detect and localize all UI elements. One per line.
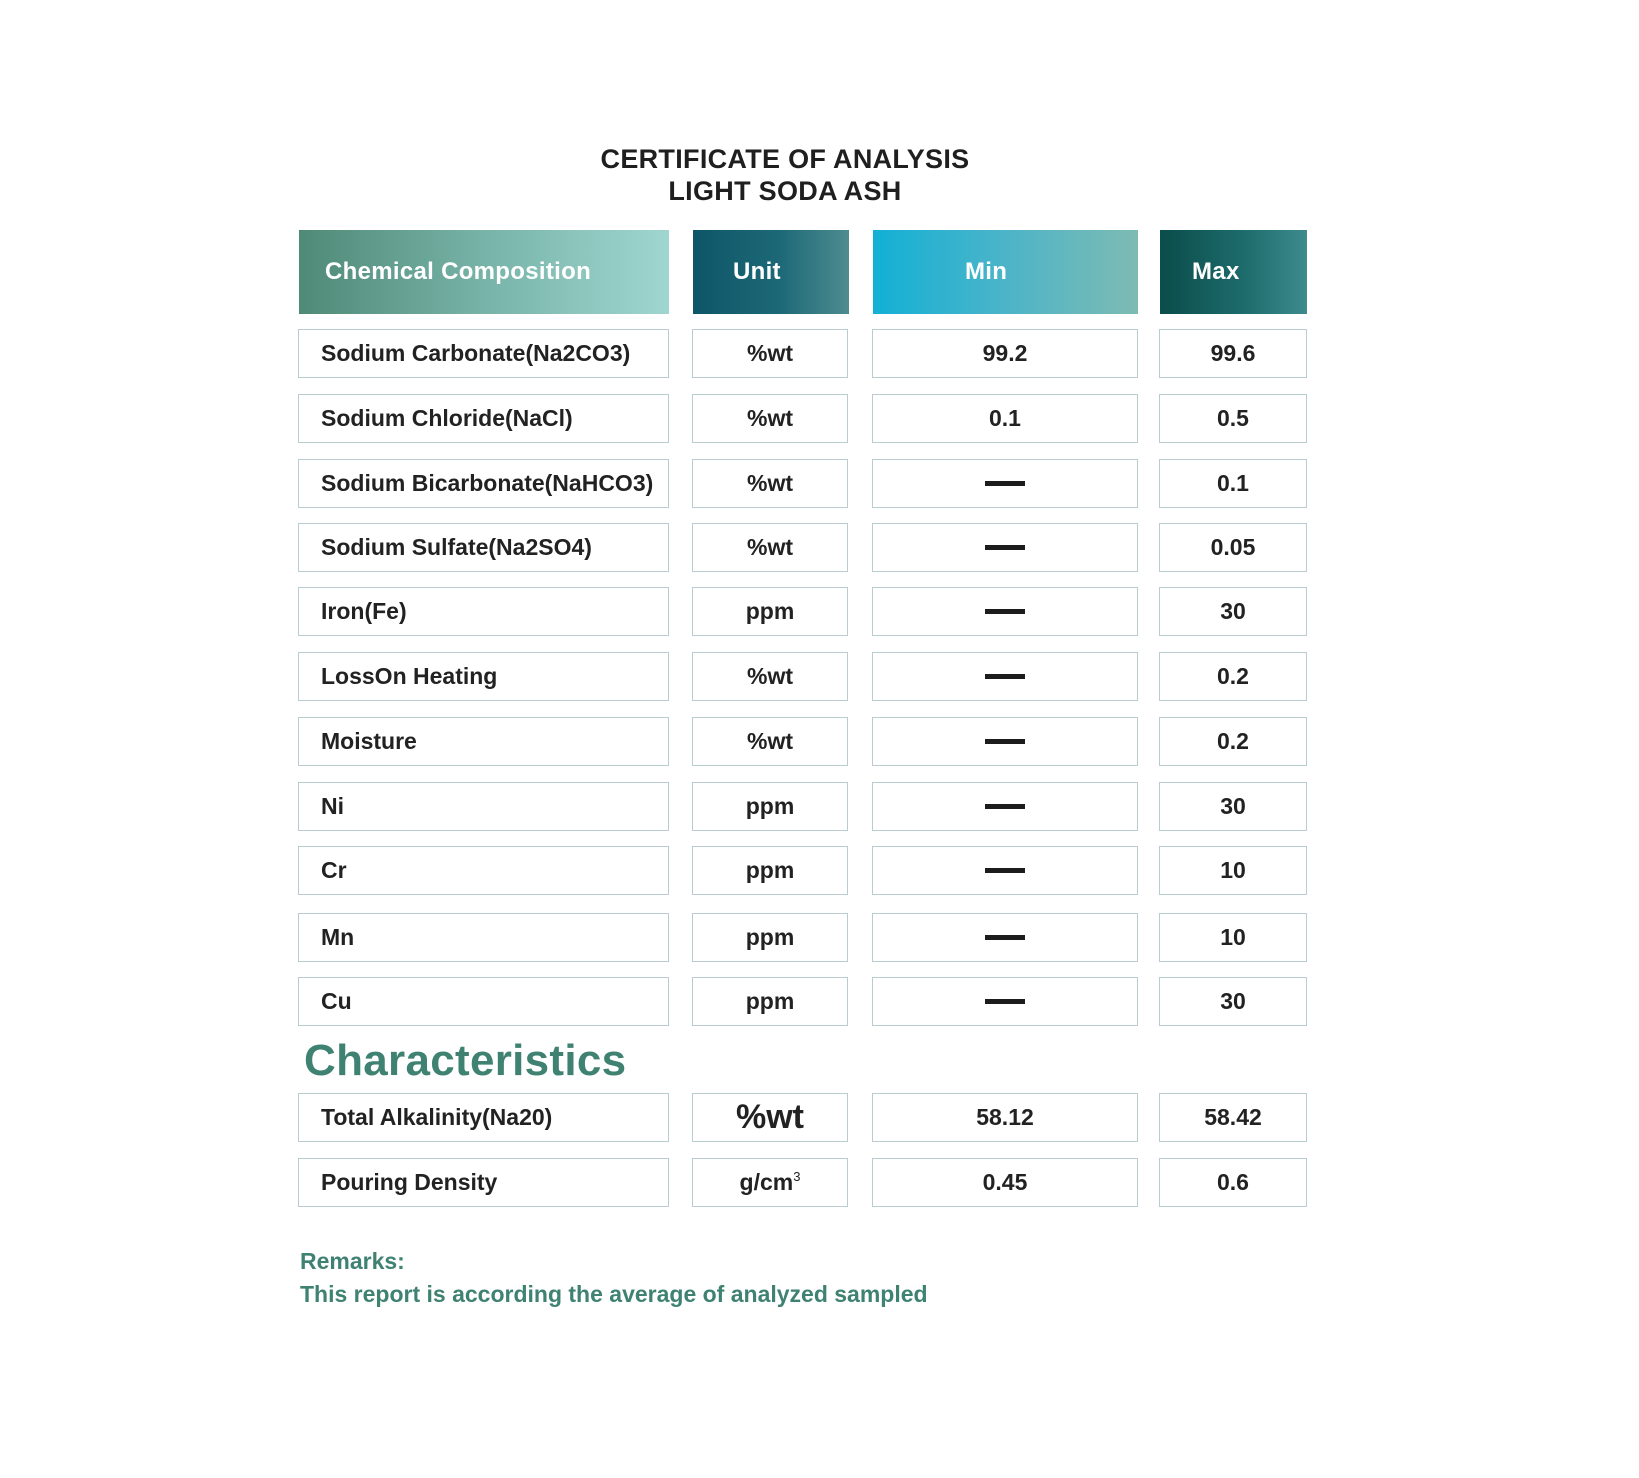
row-max-cell: 0.1 [1159,459,1307,508]
document-title [0,143,1570,207]
remarks-label: Remarks: [300,1248,405,1274]
title-line-1: CERTIFICATE OF ANALYSIS [600,144,970,174]
title-line-2: LIGHT SODA ASH [668,176,902,206]
no-value-dash-icon [985,609,1025,614]
header-max: Max [1160,230,1307,314]
row-min-cell: 0.1 [872,394,1138,443]
row-unit-cell: %wt [692,394,848,443]
row-unit-cell: %wt [692,459,848,508]
header-min: Min [873,230,1138,314]
row-unit-cell: ppm [692,913,848,962]
row-name-cell: Mn [298,913,669,962]
remarks [300,1245,928,1311]
unit-text: g/cm [739,1169,794,1195]
row-unit-cell: %wt [692,329,848,378]
row-name-cell: Sodium Bicarbonate(NaHCO3) [298,459,669,508]
row-max-cell: 0.2 [1159,717,1307,766]
row-min-cell [872,846,1138,895]
row-max-cell: 10 [1159,913,1307,962]
row-max-cell: 0.2 [1159,652,1307,701]
row-unit-cell: %wt [692,523,848,572]
row-max-cell: 10 [1159,846,1307,895]
row-min-cell [872,652,1138,701]
row-min-cell [872,523,1138,572]
row-name-cell: Cr [298,846,669,895]
row-name-cell: Cu [298,977,669,1026]
no-value-dash-icon [985,674,1025,679]
row-max-cell: 0.5 [1159,394,1307,443]
row-min-cell [872,587,1138,636]
no-value-dash-icon [985,545,1025,550]
row-min-cell: 58.12 [872,1093,1138,1142]
row-max-cell: 30 [1159,587,1307,636]
row-max-cell: 58.42 [1159,1093,1307,1142]
row-min-cell: 99.2 [872,329,1138,378]
row-min-cell: 0.45 [872,1158,1138,1207]
no-value-dash-icon [985,739,1025,744]
no-value-dash-icon [985,999,1025,1004]
row-unit-cell: %wt [692,717,848,766]
row-max-cell: 30 [1159,782,1307,831]
row-unit-cell: ppm [692,846,848,895]
row-max-cell: 30 [1159,977,1307,1026]
row-name-cell: Sodium Sulfate(Na2SO4) [298,523,669,572]
row-name-cell: LossOn Heating [298,652,669,701]
row-name-cell: Sodium Carbonate(Na2CO3) [298,329,669,378]
header-unit: Unit [693,230,849,314]
row-name-cell: Total Alkalinity(Na20) [298,1093,669,1142]
row-min-cell [872,782,1138,831]
row-unit-cell: ppm [692,587,848,636]
characteristics-heading: Characteristics [304,1036,627,1085]
row-unit-cell: %wt [692,652,848,701]
row-name-cell: Moisture [298,717,669,766]
row-max-cell: 99.6 [1159,329,1307,378]
no-value-dash-icon [985,935,1025,940]
row-min-cell [872,717,1138,766]
row-max-cell: 0.6 [1159,1158,1307,1207]
row-unit-cell: ppm [692,977,848,1026]
no-value-dash-icon [985,868,1025,873]
row-name-cell: Ni [298,782,669,831]
header-chemical-composition: Chemical Composition [299,230,669,314]
row-unit-cell [692,1158,848,1207]
row-name-cell: Sodium Chloride(NaCl) [298,394,669,443]
no-value-dash-icon [985,481,1025,486]
row-max-cell: 0.05 [1159,523,1307,572]
row-unit-cell: ppm [692,782,848,831]
row-min-cell [872,459,1138,508]
unit-superscript: 3 [793,1169,801,1184]
row-min-cell [872,977,1138,1026]
row-name-cell: Pouring Density [298,1158,669,1207]
row-min-cell [872,913,1138,962]
remarks-text: This report is according the average of analyzed sampled [300,1281,928,1307]
row-name-cell: Iron(Fe) [298,587,669,636]
row-unit-cell: %wt [692,1093,848,1142]
no-value-dash-icon [985,804,1025,809]
